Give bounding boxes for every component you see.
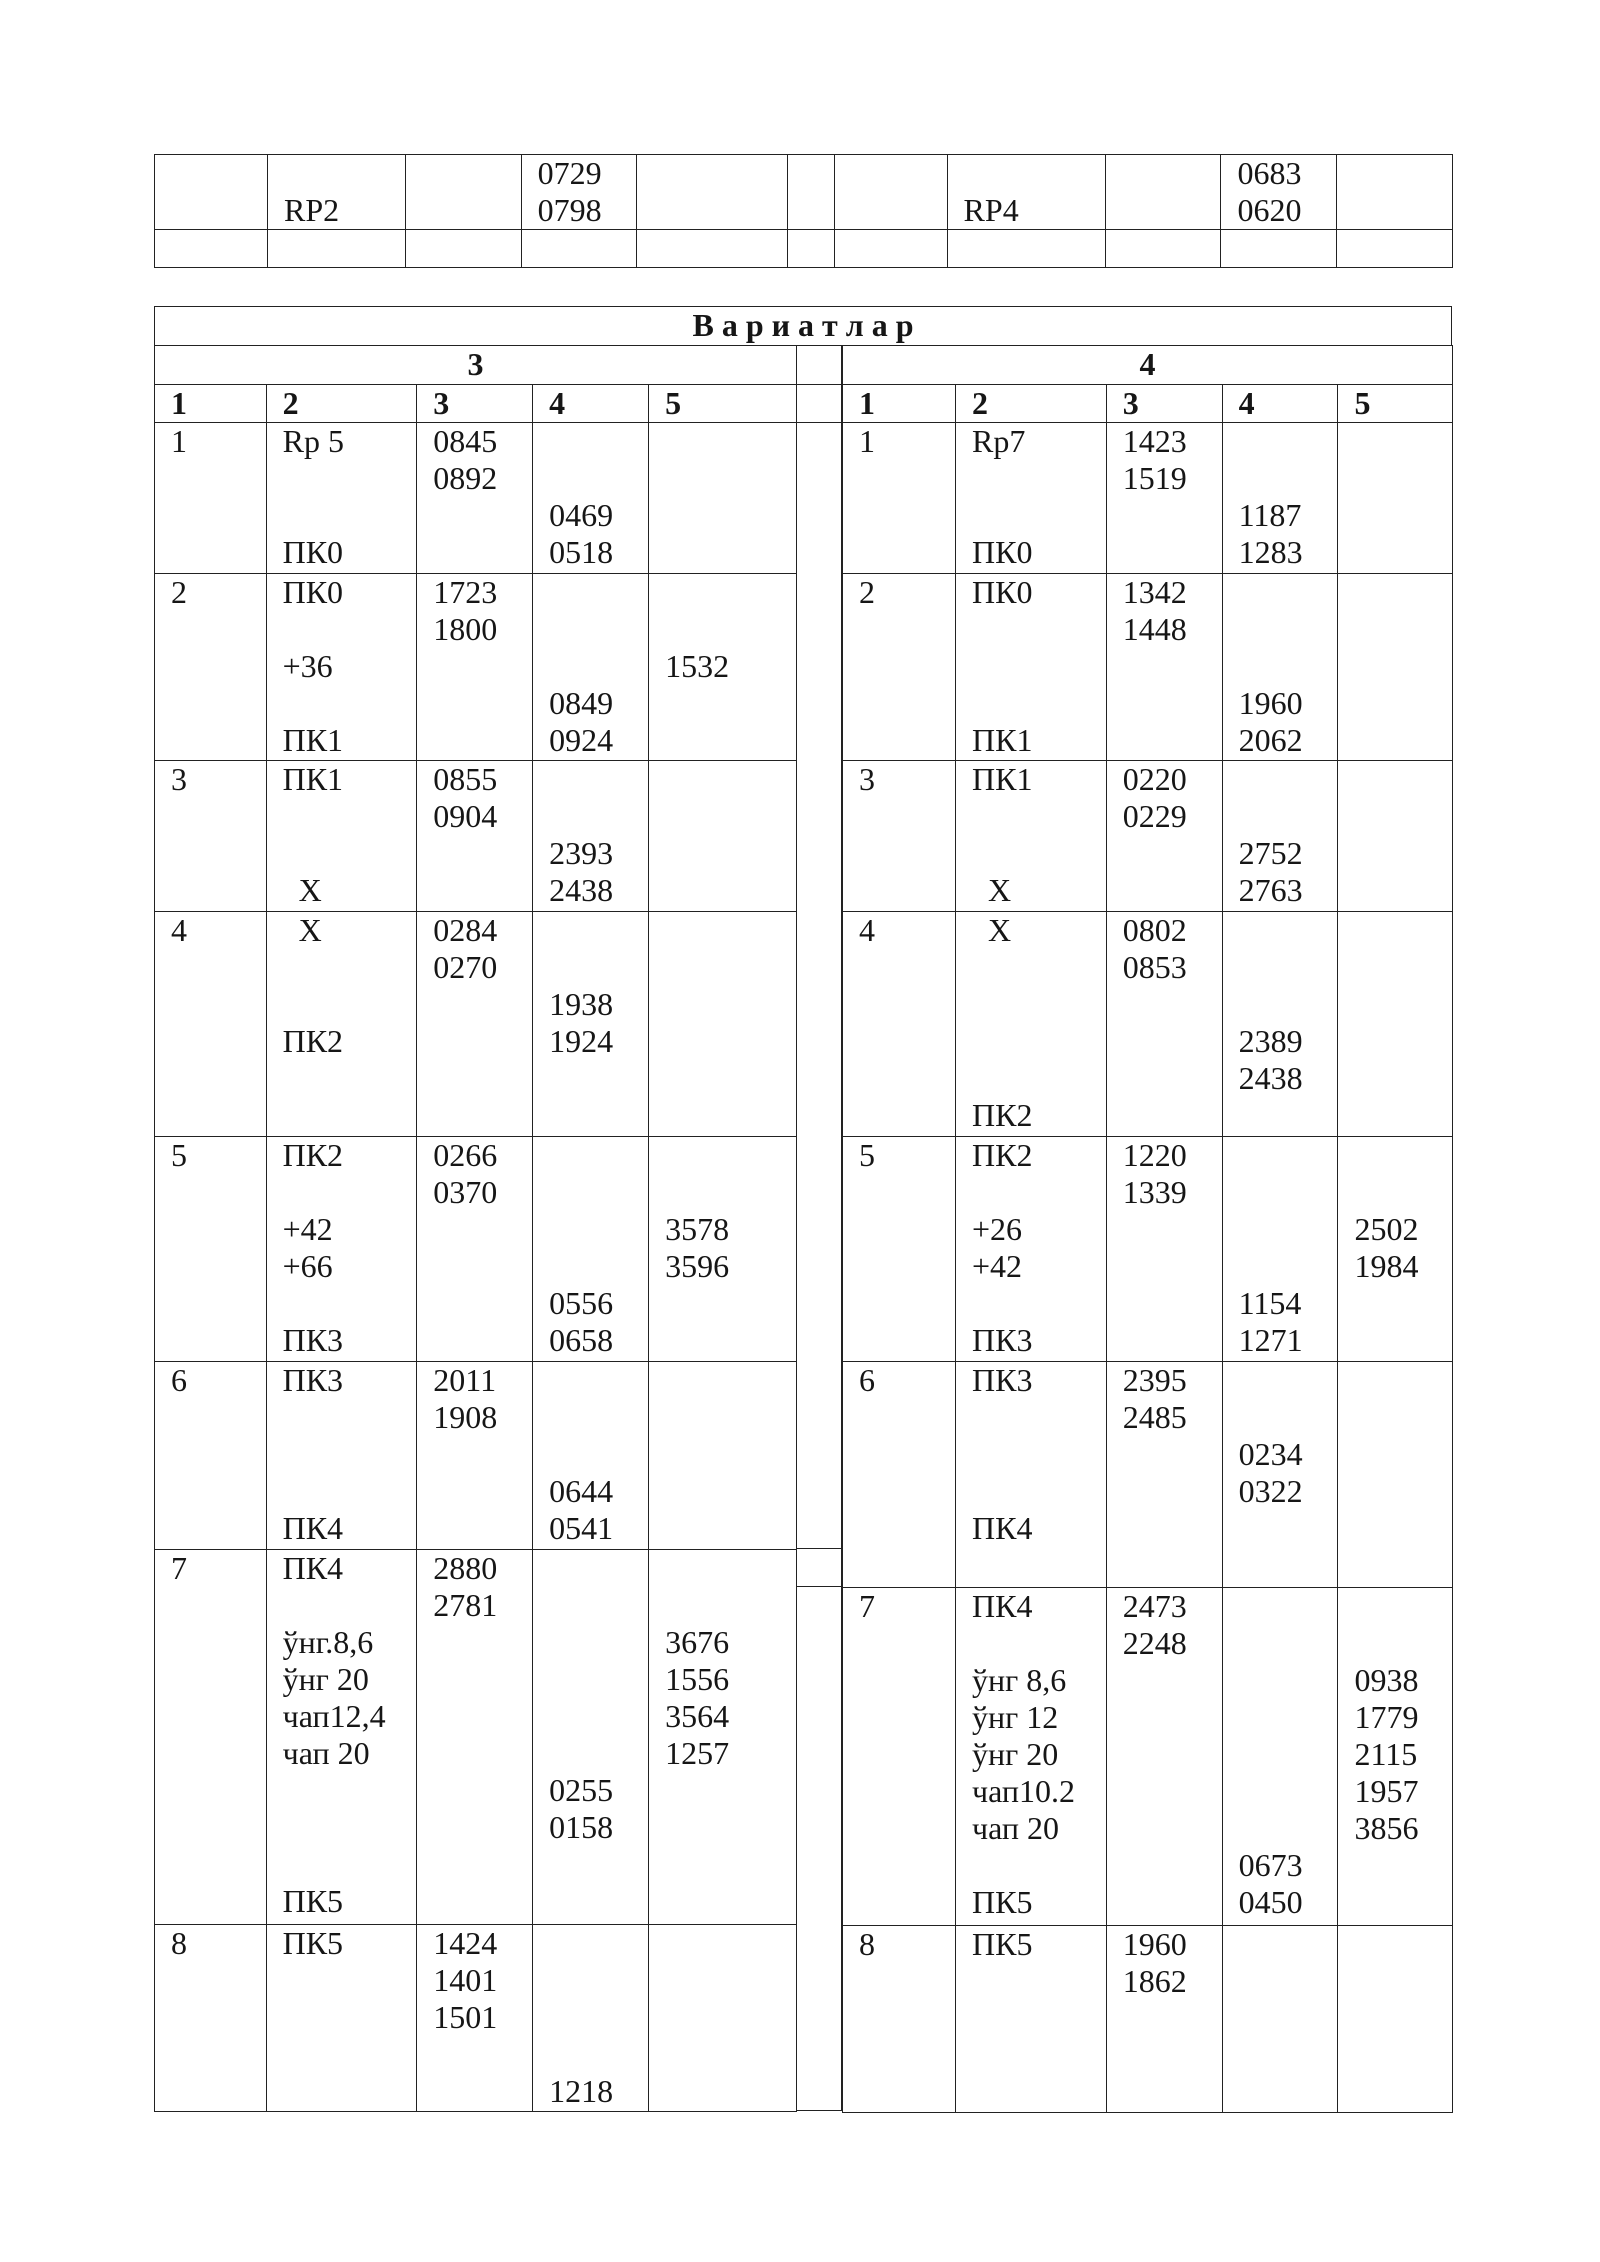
top-table-cell (947, 230, 1105, 268)
column-header: 3 (1106, 385, 1222, 423)
variant-4-cell: Х ПК2 (956, 912, 1107, 1137)
column-header: 2 (266, 385, 417, 423)
variant-3-cell (649, 1362, 797, 1550)
variant-3-cell: 0845 0892 (417, 423, 533, 574)
top-table-cell (1221, 230, 1337, 268)
variant-3-cell (649, 761, 797, 912)
variant-3-cell: 4 (155, 912, 267, 1137)
column-header: 3 (417, 385, 533, 423)
top-table-cell (155, 230, 268, 268)
variant-3-cell: 1218 (533, 1925, 649, 2112)
separator-line (797, 422, 841, 423)
variant-4-table (842, 345, 1453, 2113)
variant-3-cell: 1 (155, 423, 267, 574)
table-row (843, 1926, 1453, 2113)
variant-3-cell: ПК1 Х (266, 761, 417, 912)
variant-3-cell: 0255 0158 (533, 1550, 649, 1925)
variant-4-cell: 6 (843, 1362, 956, 1588)
variant-3-cell: 2 (155, 574, 267, 761)
variant-3-cell: 1723 1800 (417, 574, 533, 761)
variant-4-cell: ПК5 (956, 1926, 1107, 2113)
variant-4-cell: ПК0 ПК1 (956, 574, 1107, 761)
separator-line (797, 384, 841, 385)
variant-3-cell: ПК3 ПК4 (266, 1362, 417, 1550)
variant-3-cell: 2880 2781 (417, 1550, 533, 1925)
table-row (155, 574, 797, 761)
variant-3-cell: 2393 2438 (533, 761, 649, 912)
variant-3-cell: Х ПК2 (266, 912, 417, 1137)
variant-4-cell: 3 (843, 761, 956, 912)
top-table-cell (1105, 230, 1221, 268)
variant-3-cell: 8 (155, 1925, 267, 2112)
variant-4-cell: 1220 1339 (1106, 1137, 1222, 1362)
variant-4-cell: 1960 1862 (1106, 1926, 1222, 2113)
variants-title: В а р и а т л а р (154, 306, 1452, 346)
variant-3-cell: 0469 0518 (533, 423, 649, 574)
variant-4-cell: 7 (843, 1588, 956, 1926)
variant-4-cell: 2502 1984 (1338, 1137, 1453, 1362)
table-row (155, 1137, 797, 1362)
variant-4-cell: 0802 0853 (1106, 912, 1222, 1137)
table-row (155, 761, 797, 912)
variant-4-cell (1338, 1362, 1453, 1588)
variant-4-label: 4 (843, 346, 1453, 385)
variant-4-cell: Rp7 ПК0 (956, 423, 1107, 574)
table-row (155, 1362, 797, 1550)
top-table-cell (1337, 155, 1453, 230)
table-row (843, 1362, 1453, 1588)
variant-4-cell (1338, 912, 1453, 1137)
variant-4-cell: 1423 1519 (1106, 423, 1222, 574)
table-row (155, 912, 797, 1137)
variant-4-cell (1222, 1926, 1338, 2113)
variant-4-cell: 1960 2062 (1222, 574, 1338, 761)
separator-line (797, 1548, 841, 1549)
top-table-cell (788, 230, 834, 268)
top-table-cell: 0683 0620 (1221, 155, 1337, 230)
variant-3-cell: 3676 1556 3564 1257 (649, 1550, 797, 1925)
separator-line (797, 1586, 841, 1587)
column-header: 1 (843, 385, 956, 423)
variant-3-cell: ПК5 (266, 1925, 417, 2112)
column-header: 5 (649, 385, 797, 423)
variant-4-cell: 0673 0450 (1222, 1588, 1338, 1926)
variant-4-cell: 1342 1448 (1106, 574, 1222, 761)
variant-4-cell: 0234 0322 (1222, 1362, 1338, 1588)
top-table (154, 154, 1453, 268)
variant-3-cell: 6 (155, 1362, 267, 1550)
variant-4-cell (1338, 1926, 1453, 2113)
variant-4-cell: ПК4 ўнг 8,6 ўнг 12 ўнг 20 чап10.2 чап 20 ПК5 (956, 1588, 1107, 1926)
variant-4-cell: 2473 2248 (1106, 1588, 1222, 1926)
top-table-cell (268, 230, 406, 268)
table-row (155, 1550, 797, 1925)
variant-4-cell: 1154 1271 (1222, 1137, 1338, 1362)
top-table-cell (834, 230, 947, 268)
variant-3-cell: ПК2 +42 +66 ПК3 (266, 1137, 417, 1362)
top-table-cell (405, 155, 521, 230)
separator-column (796, 345, 842, 2111)
table-row (843, 912, 1453, 1137)
table-row (155, 423, 797, 574)
variant-3-cell: 0284 0270 (417, 912, 533, 1137)
variant-3-cell: 3578 3596 (649, 1137, 797, 1362)
variant-3-cell: 0556 0658 (533, 1137, 649, 1362)
top-table-cell (1337, 230, 1453, 268)
variant-3-label: 3 (155, 346, 797, 385)
variant-4-cell: 2389 2438 (1222, 912, 1338, 1137)
table-row (155, 1925, 797, 2112)
variant-4-cell: 8 (843, 1926, 956, 2113)
top-table-cell (155, 155, 268, 230)
table-row (843, 423, 1453, 574)
column-header: 5 (1338, 385, 1453, 423)
variant-3-cell (649, 423, 797, 574)
column-header: 1 (155, 385, 267, 423)
column-header: 2 (956, 385, 1107, 423)
variant-3-cell (649, 912, 797, 1137)
table-row (843, 1588, 1453, 1926)
variant-3-cell: 3 (155, 761, 267, 912)
variant-4-cell: ПК1 Х (956, 761, 1107, 912)
variant-4-cell (1338, 574, 1453, 761)
variant-3-cell: 0644 0541 (533, 1362, 649, 1550)
variant-3-cell: 5 (155, 1137, 267, 1362)
variant-4-cell (1338, 761, 1453, 912)
column-header: 4 (533, 385, 649, 423)
top-table-cell (788, 155, 834, 230)
top-table-cell (1105, 155, 1221, 230)
variant-3-cell (649, 1925, 797, 2112)
column-header: 4 (1222, 385, 1338, 423)
variant-3-cell: 1424 1401 1501 (417, 1925, 533, 2112)
top-table-cell: 0729 0798 (521, 155, 637, 230)
variant-4-cell: 5 (843, 1137, 956, 1362)
variant-4-cell: ПК3 ПК4 (956, 1362, 1107, 1588)
top-table-cell (405, 230, 521, 268)
variant-3-cell: 0266 0370 (417, 1137, 533, 1362)
table-row (843, 761, 1453, 912)
top-table-cell: RP4 (947, 155, 1105, 230)
table-row (155, 230, 1453, 268)
variant-3-cell: 2011 1908 (417, 1362, 533, 1550)
variant-3-cell: 0855 0904 (417, 761, 533, 912)
top-table-cell (521, 230, 637, 268)
variant-4-cell: 2752 2763 (1222, 761, 1338, 912)
variant-4-cell: 1187 1283 (1222, 423, 1338, 574)
table-row (155, 155, 1453, 230)
variant-4-cell (1338, 423, 1453, 574)
variant-4-cell: ПК2 +26 +42 ПК3 (956, 1137, 1107, 1362)
variant-3-cell: Rp 5 ПК0 (266, 423, 417, 574)
variant-4-cell: 2 (843, 574, 956, 761)
variant-3-cell: 7 (155, 1550, 267, 1925)
variant-4-cell: 2395 2485 (1106, 1362, 1222, 1588)
table-row (843, 1137, 1453, 1362)
top-table-cell (637, 155, 788, 230)
table-row (843, 574, 1453, 761)
variant-3-cell: 1938 1924 (533, 912, 649, 1137)
variant-4-cell: 0938 1779 2115 1957 3856 (1338, 1588, 1453, 1926)
variant-3-table (154, 345, 797, 2112)
variant-3-cell: 1532 (649, 574, 797, 761)
variant-3-cell: ПК0 +36 ПК1 (266, 574, 417, 761)
top-table-cell: RP2 (268, 155, 406, 230)
variant-4-cell: 4 (843, 912, 956, 1137)
variant-4-cell: 0220 0229 (1106, 761, 1222, 912)
variant-3-cell: 0849 0924 (533, 574, 649, 761)
variant-3-cell: ПК4 ўнг.8,6 ўнг 20 чап12,4 чап 20 ПК5 (266, 1550, 417, 1925)
top-table-cell (834, 155, 947, 230)
variant-4-cell: 1 (843, 423, 956, 574)
top-table-cell (637, 230, 788, 268)
